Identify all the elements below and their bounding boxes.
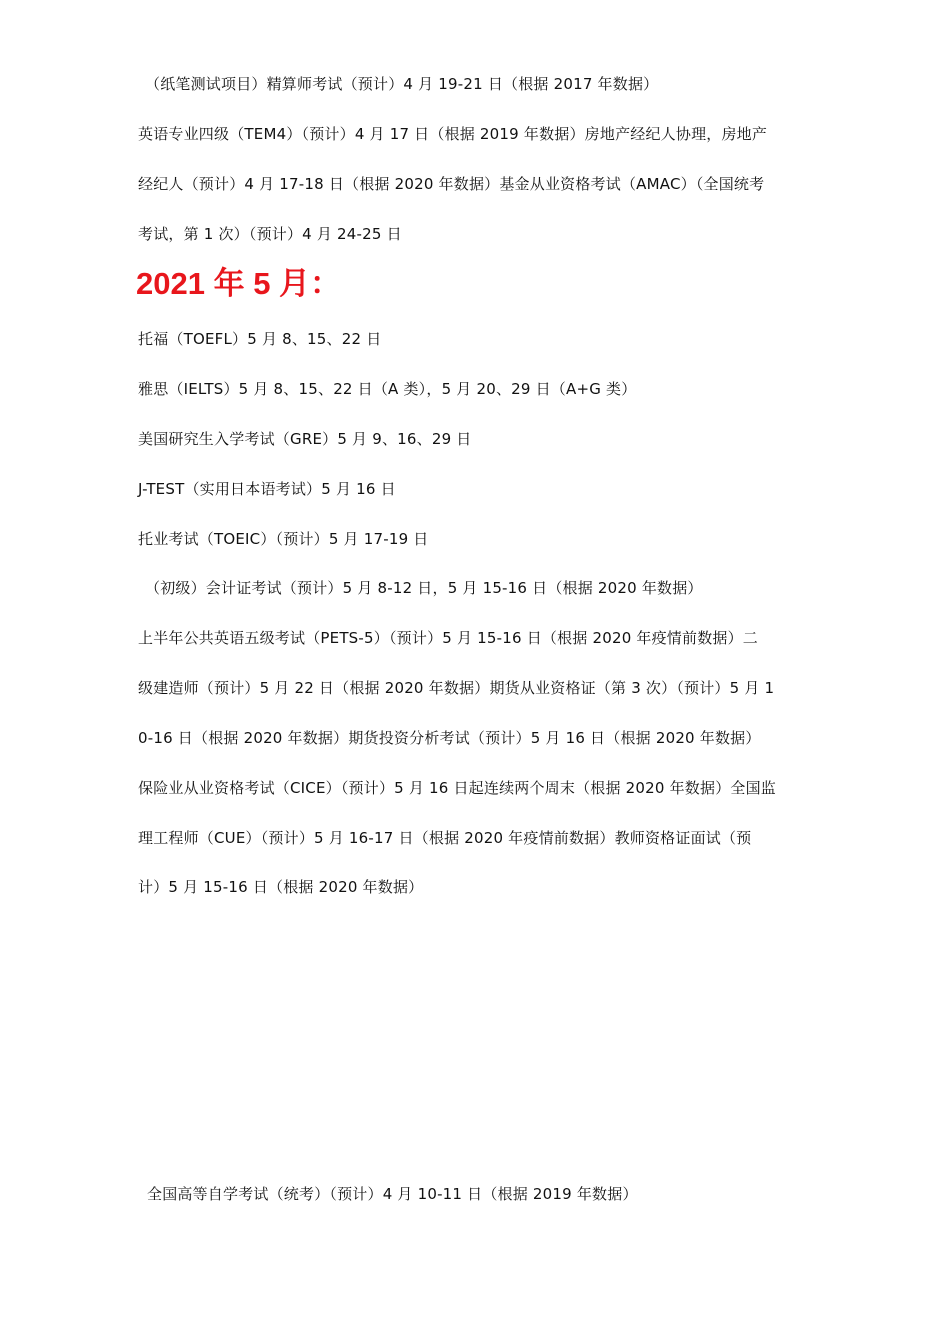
text-line: 托业考试（TOEIC）（预计）5 月 17-19 日 xyxy=(138,530,429,548)
text-line: 托福（TOEFL）5 月 8、15、22 日 xyxy=(138,330,382,348)
text-line: J-TEST（实用日本语考试）5 月 16 日 xyxy=(138,480,396,498)
text-line: （纸笔测试项目）精算师考试（预计）4 月 19-21 日（根据 2017 年数据） xyxy=(145,75,659,93)
text-line: 0-16 日（根据 2020 年数据）期货投资分析考试（预计）5 月 16 日（根据 2020 年数据） xyxy=(138,729,761,747)
text-line: 上半年公共英语五级考试（PETS-5）（预计）5 月 15-16 日（根据 2020 年疫情前数据）二 xyxy=(138,629,759,647)
text-line: 计）5 月 15-16 日（根据 2020 年数据） xyxy=(138,878,424,896)
section-heading: 2021 年 5 月： xyxy=(136,266,342,301)
text-line: 理工程师（CUE）（预计）5 月 16-17 日（根据 2020 年疫情前数据）教师资格证面试（预 xyxy=(138,829,752,847)
text-line-footer: 全国高等自学考试（统考）（预计）4 月 10-11 日（根据 2019 年数据） xyxy=(147,1185,638,1203)
text-line: 美国研究生入学考试（GRE）5 月 9、16、29 日 xyxy=(138,430,472,448)
text-line: 保险业从业资格考试（CICE）（预计）5 月 16 日起连续两个周末（根据 2020 年数据）全国监 xyxy=(138,779,776,797)
text-line: 经纪人（预计）4 月 17-18 日（根据 2020 年数据）基金从业资格考试（AMAC）（全国统考 xyxy=(138,175,765,193)
text-line: 英语专业四级（TEM4）（预计）4 月 17 日（根据 2019 年数据）房地产经纪人协理，房地产 xyxy=(138,125,768,143)
text-line: （初级）会计证考试（预计）5 月 8-12 日，5 月 15-16 日（根据 2020 年数据） xyxy=(145,579,703,597)
text-line: 级建造师（预计）5 月 22 日（根据 2020 年数据）期货从业资格证（第 3 次）（预计）5 月 1 xyxy=(138,679,775,697)
text-line: 雅思（IELTS）5 月 8、15、22 日（A 类），5 月 20、29 日（A+G 类） xyxy=(138,380,637,398)
text-line: 考试，第 1 次）（预计）4 月 24-25 日 xyxy=(138,225,402,243)
